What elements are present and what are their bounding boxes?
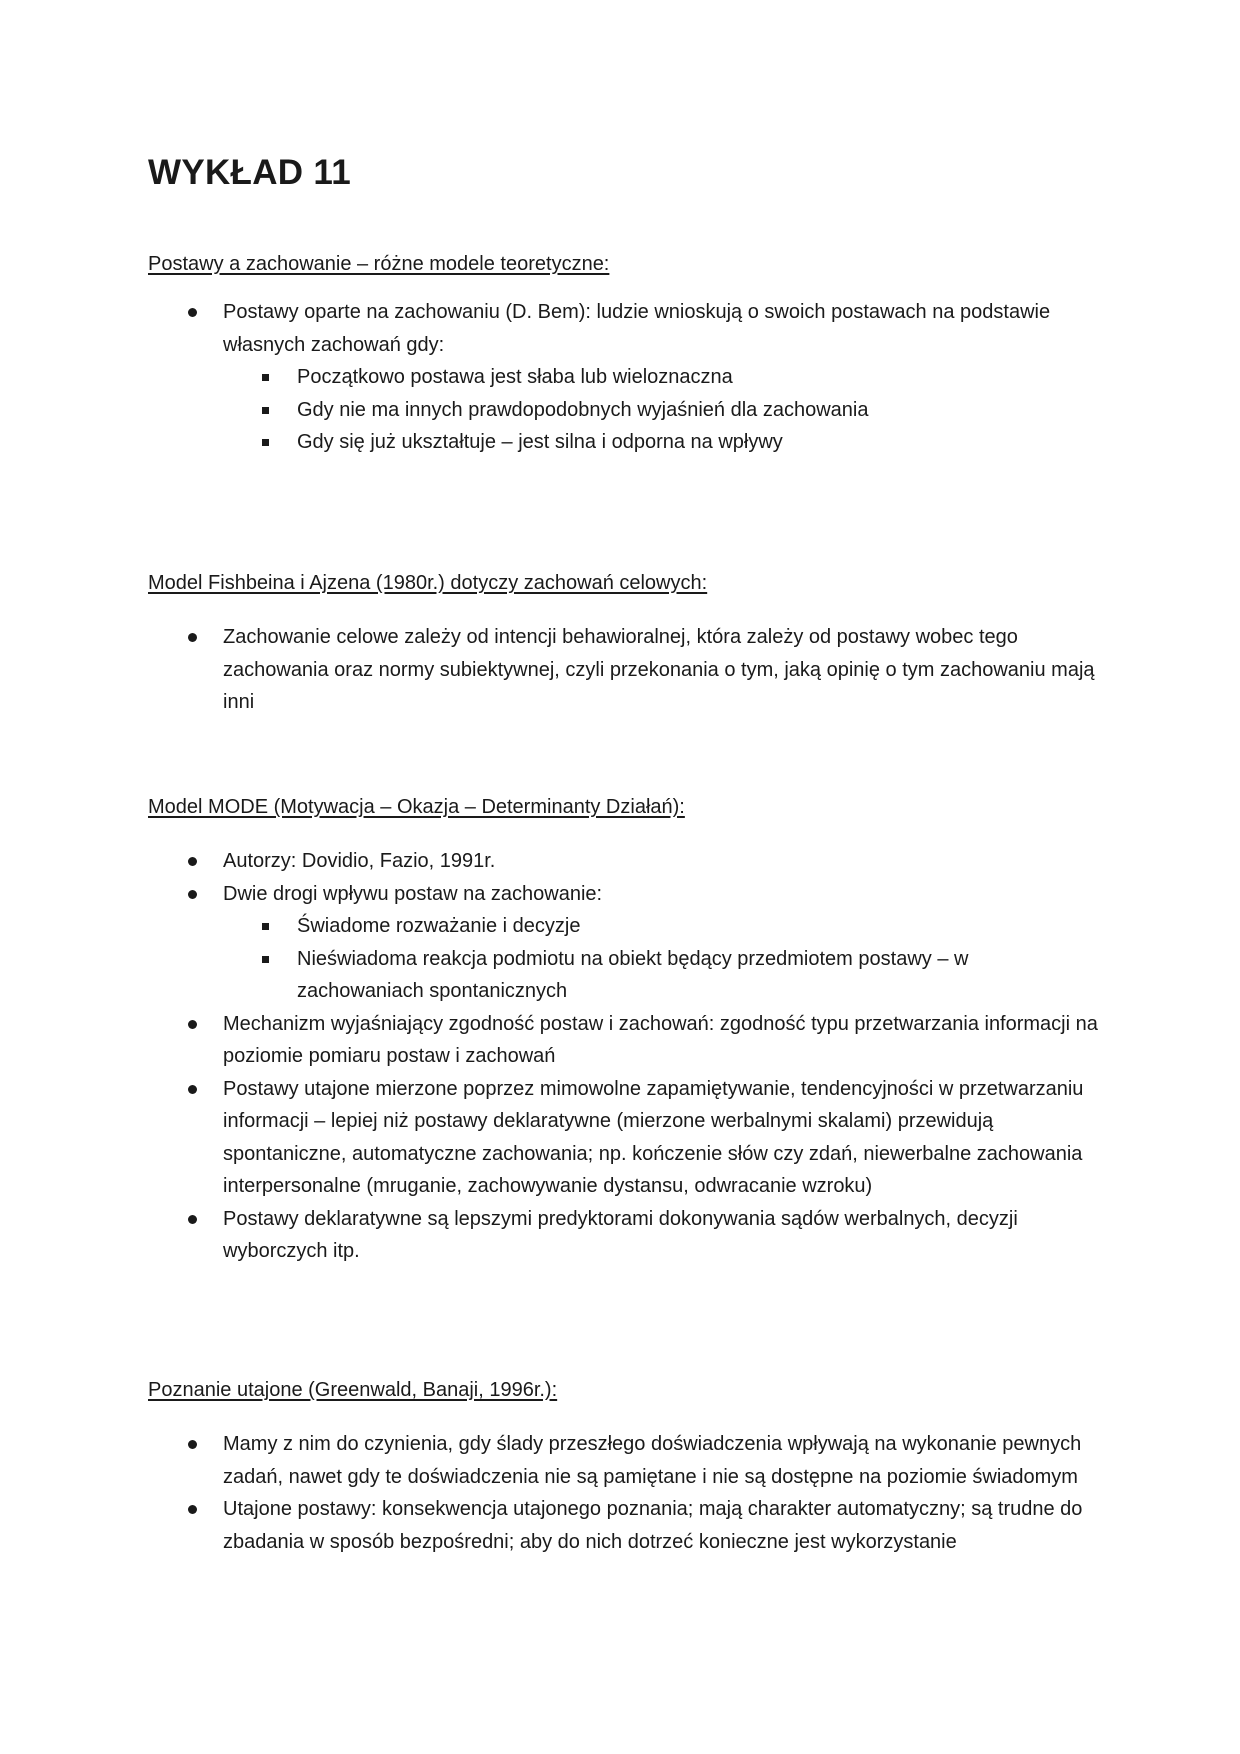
page-title: WYKŁAD 11	[148, 153, 352, 192]
sublist-item-text: Gdy nie ma innych prawdopodobnych wyjaśnień dla zachowania	[297, 398, 869, 421]
sublist-item	[0, 394, 1240, 427]
bullet-icon	[188, 308, 197, 317]
section-list-mode-model	[0, 845, 1240, 1268]
bullet-icon	[188, 890, 197, 899]
section-list-implicit-cognition	[0, 1428, 1240, 1558]
sublist	[223, 361, 1100, 459]
section-heading-attitudes-behavior: Postawy a zachowanie – różne modele teoretyczne:	[148, 253, 610, 275]
list-item	[0, 1493, 1240, 1558]
section-heading-implicit-cognition: Poznanie utajone (Greenwald, Banaji, 1996r.):	[148, 1379, 558, 1401]
list-item	[0, 296, 1240, 459]
list-item-text: Utajone postawy: konsekwencja utajonego poznania; mają charakter automatyczny; są trudne do zbadania w sposób bezpośredni; aby do nich dotrzeć konieczne jest wykorzystanie	[223, 1498, 1083, 1553]
list-item-text: Postawy utajone mierzone poprzez mimowolne zapamiętywanie, tendencyjności w przetwarzaniu informacji – lepiej niż postawy deklaratywne (mierzone werbalnymi skalami) przewidują spontaniczne, automatyczne zachowania; np. kończenie słów czy zdań, niewerbalne zachowania interpersonalne (mruganie, zachowywanie dystansu, odwracanie wzroku)	[223, 1077, 1084, 1197]
list-item-text: Autorzy: Dovidio, Fazio, 1991r.	[223, 850, 496, 872]
section-list-attitudes-behavior	[0, 296, 1240, 459]
list-item	[0, 1428, 1240, 1493]
sublist	[223, 910, 1100, 1008]
sublist-item	[0, 910, 1240, 943]
sublist-item-text: Gdy się już ukształtuje – jest silna i odporna na wpływy	[297, 431, 783, 453]
sublist-item-text: Nieświadoma reakcja podmiotu na obiekt będący przedmiotem postawy – w zachowaniach spontanicznych	[297, 947, 969, 1002]
section-heading-mode-model: Model MODE (Motywacja – Okazja – Determinanty Działań):	[148, 796, 685, 818]
sublist-item	[0, 426, 1240, 459]
list-item	[0, 845, 1240, 878]
list-item	[0, 878, 1240, 1008]
sublist-item-text: Początkowo postawa jest słaba lub wieloznaczna	[297, 366, 733, 388]
bullet-icon	[188, 1440, 197, 1449]
bullet-icon	[188, 1215, 197, 1224]
bullet-icon	[188, 1505, 197, 1514]
list-item-text: Postawy deklaratywne są lepszymi predyktorami dokonywania sądów werbalnych, decyzji wyborczych itp.	[223, 1207, 1018, 1262]
square-bullet-icon	[262, 439, 269, 446]
list-item	[0, 1203, 1240, 1268]
sublist-item-text: Świadome rozważanie i decyzje	[297, 915, 581, 937]
sublist-item	[0, 943, 1240, 1008]
sublist-item	[0, 361, 1240, 394]
square-bullet-icon	[262, 923, 269, 930]
list-item	[0, 1073, 1240, 1203]
bullet-icon	[188, 1020, 197, 1029]
list-item-text: Dwie drogi wpływu postaw na zachowanie:	[223, 882, 603, 905]
list-item-text: Mechanizm wyjaśniający zgodność postaw i zachowań: zgodność typu przetwarzania informacji na poziomie pomiaru postaw i zachowań	[223, 1012, 1098, 1067]
list-item	[0, 621, 1240, 719]
bullet-icon	[188, 1085, 197, 1094]
list-item	[0, 1008, 1240, 1073]
bullet-icon	[188, 857, 197, 866]
square-bullet-icon	[262, 374, 269, 381]
list-item-text: Postawy oparte na zachowaniu (D. Bem): ludzie wnioskują o swoich postawach na podstawie własnych zachowań gdy:	[223, 301, 1051, 356]
section-list-fishbein-ajzen	[0, 621, 1240, 719]
list-item-text: Mamy z nim do czynienia, gdy ślady przeszłego doświadczenia wpływają na wykonanie pewnych zadań, nawet gdy te doświadczenia nie są pamiętane i nie są dostępne na poziomie świadomym	[223, 1433, 1082, 1488]
list-item-text: Zachowanie celowe zależy od intencji behawioralnej, która zależy od postawy wobec tego zachowania oraz normy subiektywnej, czyli przekonania o tym, jaką opinię o tym zachowaniu mają inni	[223, 626, 1095, 713]
section-heading-fishbein-ajzen: Model Fishbeina i Ajzena (1980r.) dotyczy zachowań celowych:	[148, 572, 708, 594]
square-bullet-icon	[262, 407, 269, 414]
bullet-icon	[188, 633, 197, 642]
square-bullet-icon	[262, 956, 269, 963]
